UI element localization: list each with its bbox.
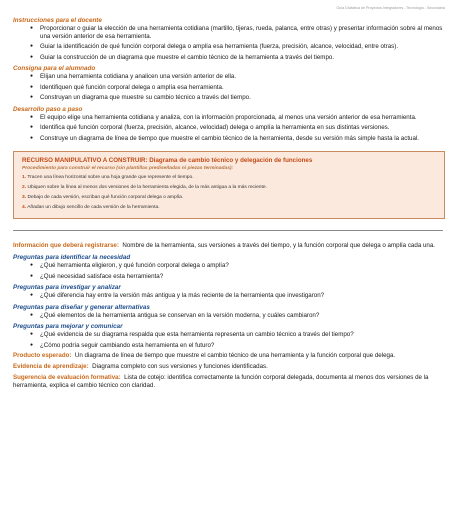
- list-item: ● ¿Qué diferencia hay entre la versión más antigua y la más reciente de la herramienta que investigaron?: [13, 292, 443, 300]
- q-investigate-heading: Preguntas para investigar y analizar: [13, 284, 121, 292]
- steps-heading: Desarrollo paso a paso: [13, 105, 83, 113]
- list-item: ● ¿Qué elementos de la herramienta antigua se conservan en la versión moderna, y cuáles cambiaron?: [13, 312, 443, 320]
- list-item: ● Identifica qué función corporal (fuerza, precisión, alcance, velocidad) delega o amplía la herramienta en sus distintas versiones.: [13, 124, 443, 132]
- resource-title: RECURSO MANIPULATIVO A CONSTRUIR: Diagrama de cambio técnico y delegación de funciones: [22, 156, 313, 164]
- resource-step: [22, 194, 436, 201]
- step-number: 1.: [22, 174, 27, 180]
- list-item: ● Elijan una herramienta cotidiana y analicen una versión anterior de ella.: [13, 73, 443, 81]
- document-body: [13, 16, 443, 393]
- register-text: Nombre de la herramienta, sus versiones a través del tiempo, y la función corporal que delega o amplía cada una.: [122, 242, 436, 250]
- step-number: 4.: [22, 205, 27, 211]
- product-label: Producto esperado:: [13, 352, 72, 360]
- step-number: 2.: [22, 184, 27, 190]
- list-item: ● Proporcionar o guiar la elección de una herramienta cotidiana (martillo, tijeras, rueda, palanca, entre otras) y presentar información sobre al menos una versión anterior de esa herramienta.: [13, 25, 443, 41]
- header-note: Guía Didáctica de Proyectos Integradores - Tecnología - Secundaria: [336, 6, 445, 10]
- q-design-list: [13, 312, 443, 320]
- suggestion-text: Lista de cotejo: identifica correctamente la función corporal delegada, documenta al menos dos versiones de la herramienta, explica el cambio técnico con claridad.: [13, 373, 429, 389]
- step-number: 3.: [22, 195, 27, 200]
- list-item: ● Guiar la construcción de un diagrama que muestre el cambio técnico de la herramienta a través del tiempo.: [13, 54, 443, 62]
- step-text: Ubiquen sobre la línea al menos dos versiones de la herramienta elegida, de la más antigua a la más reciente.: [27, 184, 267, 190]
- resource-box: [13, 151, 445, 219]
- q-improve-heading: Preguntas para mejorar y comunicar: [13, 323, 123, 331]
- section-divider: [13, 230, 443, 231]
- suggestion-paragraph: [13, 374, 443, 390]
- resource-step: [22, 174, 436, 181]
- list-item: ● Construye un diagrama de línea de tiempo que muestre el cambio técnico de la herramienta, desde su versión más simple hasta la actual.: [13, 135, 443, 143]
- step-text: Añadan un dibujo sencillo de cada versión de la herramienta.: [27, 205, 160, 211]
- q-design-heading: Preguntas para diseñar y generar alternativas: [13, 303, 150, 311]
- resource-step: [22, 204, 436, 211]
- register-label: Información que deberá registrarse:: [13, 242, 119, 250]
- product-paragraph: [13, 352, 443, 360]
- q-need-heading: Preguntas para identificar la necesidad: [13, 254, 131, 262]
- resource-step: [22, 184, 436, 191]
- suggestion-label: Sugerencia de evaluación formativa:: [13, 373, 121, 381]
- resource-subtitle: Procedimiento para construir el recurso (sin plantillas prediseñadas ni piezas terminadas):: [22, 165, 234, 171]
- student-list: [13, 73, 443, 102]
- evidence-label: Evidencia de aprendizaje:: [13, 363, 89, 370]
- register-paragraph: [13, 242, 443, 250]
- evidence-text: Diagrama completo con sus versiones y funciones identificadas.: [92, 363, 268, 370]
- student-heading: Consigna para el alumnado: [13, 65, 96, 73]
- q-improve-list: [13, 331, 443, 349]
- teacher-list: [13, 25, 443, 62]
- list-item: ● El equipo elige una herramienta cotidiana y analiza, con la información proporcionada, al menos una versión anterior de esa herramienta.: [13, 114, 443, 122]
- q-investigate-list: [13, 292, 443, 300]
- step-text: Tracen una línea horizontal sobre una hoja grande que represente el tiempo.: [27, 174, 194, 180]
- product-text: Un diagrama de línea de tiempo que muestre el cambio técnico de una herramienta y la función corporal que delega.: [74, 352, 396, 360]
- list-item: ● ¿Qué necesidad satisface esta herramienta?: [13, 273, 443, 281]
- step-text: Debajo de cada versión, escriban qué función corporal delega o amplía.: [27, 195, 184, 200]
- list-item: ● ¿Qué evidencia de su diagrama respalda que esta herramienta representa un cambio técnico a través del tiempo?: [13, 331, 443, 339]
- list-item: ● Guiar la identificación de qué función corporal delega o amplía esa herramienta (fuerza, precisión, alcance, velocidad, entre otras).: [13, 43, 443, 51]
- list-item: ● ¿Qué herramienta eligieron, y qué función corporal delega o amplía?: [13, 262, 443, 270]
- list-item: ● ¿Cómo podría seguir cambiando esta herramienta en el futuro?: [13, 342, 443, 350]
- evidence-paragraph: [13, 363, 443, 371]
- list-item: ● Identifiquen qué función corporal delega o amplía esa herramienta.: [13, 84, 443, 92]
- list-item: ● Construyan un diagrama que muestre su cambio técnico a través del tiempo.: [13, 94, 443, 102]
- q-need-list: [13, 262, 443, 280]
- steps-list: [13, 114, 443, 143]
- teacher-heading: Instrucciones para el docente: [13, 17, 102, 24]
